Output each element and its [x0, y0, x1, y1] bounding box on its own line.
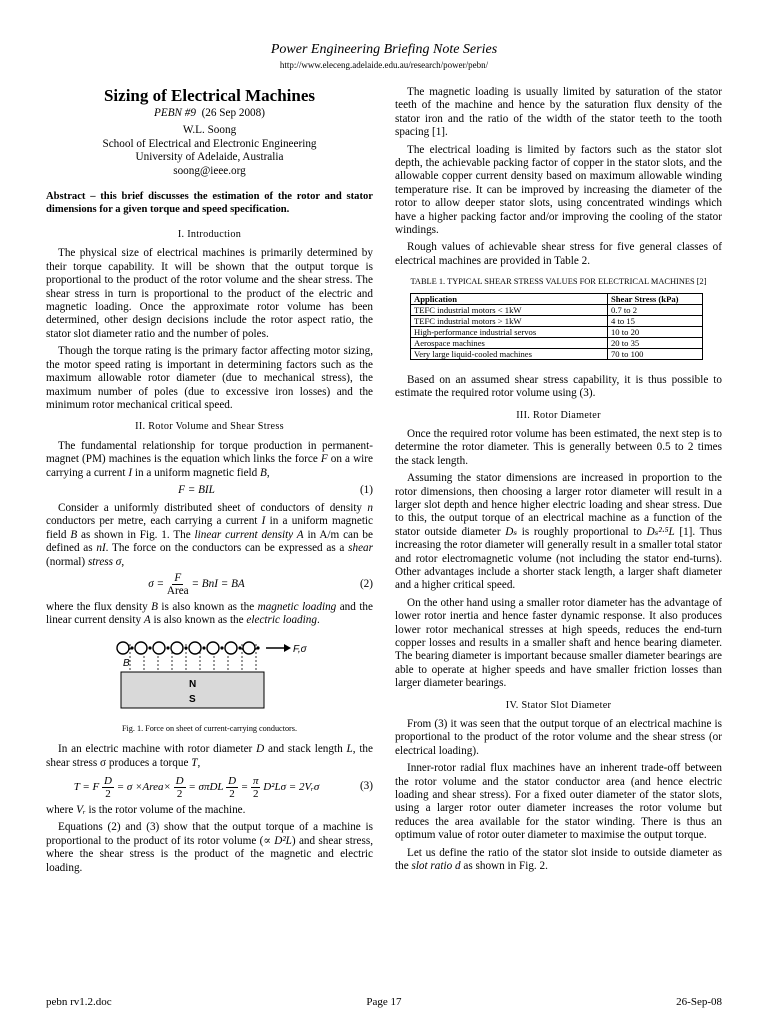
fig1-label-north: N	[189, 678, 197, 690]
right-paragraph-9: Inner-rotor radial flux machines have an inherent trade-off between the rotor volume and the stator conductor area (and hence electric loading and shear stress). For a fixed outer diameter of the stator slots, using a larger rotor outer diameter increases the rotor volume but reduces the area available for the stator winding. There is thus an optimum value of rotor outer diameter to maximise the output torque.	[395, 762, 722, 842]
equation-3: T = F $\frac{D}{2}$ = σ ×Area× $\frac{D}{2}$ = σπDL $\frac{D}{2}$ = $\frac{\pi}{2}$ D²Lσ = 2Vᵣσ (3)	[73, 774, 373, 800]
equation-2-number: (2)	[359, 578, 373, 591]
table-row: TEFC industrial motors < 1kW 0.7 to 2	[411, 304, 703, 315]
author-email: soong@ieee.org	[173, 164, 246, 177]
equation-3-number: (3)	[359, 780, 373, 793]
sec2-paragraph-5: where Vᵣ is the rotor volume of the machine.	[46, 804, 246, 816]
table-1-caption: TABLE 1. TYPICAL SHEAR STRESS VALUES FOR ELECTRICAL MACHINES [2]	[410, 277, 707, 287]
figure-1-caption: Fig. 1. Force on sheet of current-carrying conductors.	[121, 723, 298, 733]
fig1-label-south: S	[189, 693, 196, 705]
equation-2: σ = $\frac{F}{\text{Area}}$ = BnI = BA (2)	[148, 572, 373, 598]
shear-stress-table	[410, 293, 703, 360]
fig1-label-field: B	[123, 657, 130, 669]
pebn-date: (26 Sep 2008)	[201, 107, 265, 119]
sec2-paragraph-3: where the flux density B is also known as the magnetic loading and the linear current density A is also known as the electric loading.	[46, 600, 373, 627]
pebn-number: PEBN #9	[154, 107, 196, 119]
figure-1	[46, 636, 373, 720]
right-paragraph-1: The magnetic loading is usually limited by saturation of the stator teeth of the machine and hence by the saturation flux density of the stator iron and the ratio of the width of the stator teeth to the tooth spacing [1].	[395, 86, 722, 139]
affiliation-line2: University of Adelaide, Australia	[135, 151, 284, 164]
section-heading-introduction: I. Introduction	[177, 229, 242, 241]
paper-title: Sizing of Electrical Machines	[103, 86, 316, 105]
conductor-sheet-diagram	[46, 636, 373, 720]
right-paragraph-6: Assuming the stator dimensions are increased in proportion to the rotor dimensions, then choosing a larger rotor diameter will result in a larger slot depth and hence higher electric loading and shear stress. Due to this, the output torque of an electrical machine as a function of the stator outside diameter Dₛ is roughly proportional to Dₛ²·⁵L [1]. Thus increasing the rotor diameter will generally result in a smaller total stator and rotor electromagnetic volume (not including the stator end-turns). Other advantages include a shorter stack length, a larger shaft diameter and a higher critical speed.	[395, 472, 722, 592]
equation-1-number: (1)	[359, 484, 373, 497]
sec2-paragraph-1: The fundamental relationship for torque production in permanent-magnet (PM) machines is the equation which links the force F on a wire carrying a current I in a uniform magnetic field B,	[46, 439, 373, 479]
section-heading-rotor-volume: II. Rotor Volume and Shear Stress	[135, 421, 284, 433]
table-row: High-performance industrial servos 10 to 20	[411, 326, 703, 337]
sec2-paragraph-2: Consider a uniformly distributed sheet of conductors of density n conductors per metre, each carrying a current I in a uniform magnetic field B as shown in Fig. 1. The linear current density A in A/m can be defined as nI. The force on the conductors can be expressed as a shear (normal) stress σ,	[46, 501, 373, 568]
author: W.L. Soong	[182, 124, 237, 137]
equation-1: F = BIL (1)	[178, 484, 373, 497]
right-column	[395, 86, 722, 874]
sec2-paragraph-4: In an electric machine with rotor diameter D and stack length L, the shear stress σ produces a torque T,	[46, 743, 373, 769]
right-paragraph-3: Rough values of achievable shear stress for five general classes of electrical machines are provided in Table 2.	[395, 241, 722, 267]
right-paragraph-2: The electrical loading is limited by factors such as the stator slot depth, the achievable packing factor of copper in the stator slots, and the allowable copper current density based on maximum allowable winding temperature rise. It can be improved by increasing the diameter of the rotor to allow deeper stator slots, using concentrated windings which have a higher packing factor and/or improving the cooling of the stator windings.	[395, 143, 722, 237]
right-paragraph-8: From (3) it was seen that the output torque of an electrical machine is proportional to the product of the rotor volume and the shear stress (or electrical loading).	[395, 718, 722, 757]
force-arrow-icon	[266, 644, 291, 652]
footer-date: 26-Sep-08	[676, 996, 722, 1008]
table-row: TEFC industrial motors > 1kW 4 to 15	[411, 315, 703, 326]
footer-filename: pebn rv1.2.doc	[46, 996, 112, 1008]
right-paragraph-5: Once the required rotor volume has been estimated, the next step is to determine the rotor diameter. This is generally between 0.5 to 2 times the stack length.	[395, 427, 722, 467]
table-header-application: Application	[411, 293, 608, 304]
table-header-shear-stress: Shear Stress (kPa)	[608, 293, 703, 304]
left-column	[46, 86, 373, 875]
right-paragraph-7: On the other hand using a smaller rotor diameter has the advantage of lower rotor inertia and hence faster dynamic response. It also produces lower rotor mechanical stresses at high speeds, reduces the end-turn copper losses and results in a smaller shaft and hence bearing diameter. The bearing diameter is important because smaller diameter bearings are able to operate at higher speeds and have smaller friction losses than larger diameter bearings.	[395, 596, 722, 690]
table-row: Very large liquid-cooled machines 70 to 100	[411, 348, 703, 359]
footer-page-number: Page 17	[366, 996, 402, 1008]
abstract: Abstract – this brief discusses the estimation of the rotor and stator dimensions for a given torque and speed specification.	[46, 191, 373, 216]
section-heading-stator-slot: IV. Stator Slot Diameter	[505, 699, 612, 711]
affiliation-line1: School of Electrical and Electronic Engineering	[102, 137, 317, 150]
intro-paragraph-2: Though the torque rating is the primary factor affecting motor sizing, the motor speed rating is important in determining factors such as the maximum allowable rotor diameter (due to mechanical stress), the maximum number of poles (due to excessive iron losses) and the minimum rotor mechanical critical speed.	[46, 345, 373, 411]
series-title: Power Engineering Briefing Note Series	[270, 42, 498, 57]
intro-paragraph-1: The physical size of electrical machines is primarily determined by their torque capability. It will be shown that the output torque is proportional to the product of the rotor volume and the shear stress. The shear stress in turn is proportional to the product of the electric and magnetic loading. Once the approximate rotor volume has been determined, other design decisions include the rotor aspect ratio, the stator slot diameter ratio and the number of poles.	[46, 247, 373, 340]
table-header-row	[411, 293, 703, 304]
series-url[interactable]: http://www.eleceng.adelaide.edu.au/research/power/pebn/	[279, 60, 489, 70]
right-paragraph-4: Based on an assumed shear stress capability, it is thus possible to estimate the required rotor volume using (3).	[395, 373, 722, 400]
section-heading-rotor-diameter: III. Rotor Diameter	[516, 409, 601, 421]
pebn-line	[46, 107, 373, 120]
right-paragraph-10: Let us define the ratio of the stator slot inside to outside diameter as the slot ratio d as shown in Fig. 2.	[395, 846, 722, 873]
table-row: Aerospace machines 20 to 35	[411, 337, 703, 348]
fig1-label-force: F,σ	[293, 643, 307, 655]
sec2-paragraph-6: Equations (2) and (3) show that the output torque of a machine is proportional to the product of its rotor volume (∝ D²L) and shear stress, where the shear stress is the product of the magnetic and electric loading.	[46, 821, 373, 874]
